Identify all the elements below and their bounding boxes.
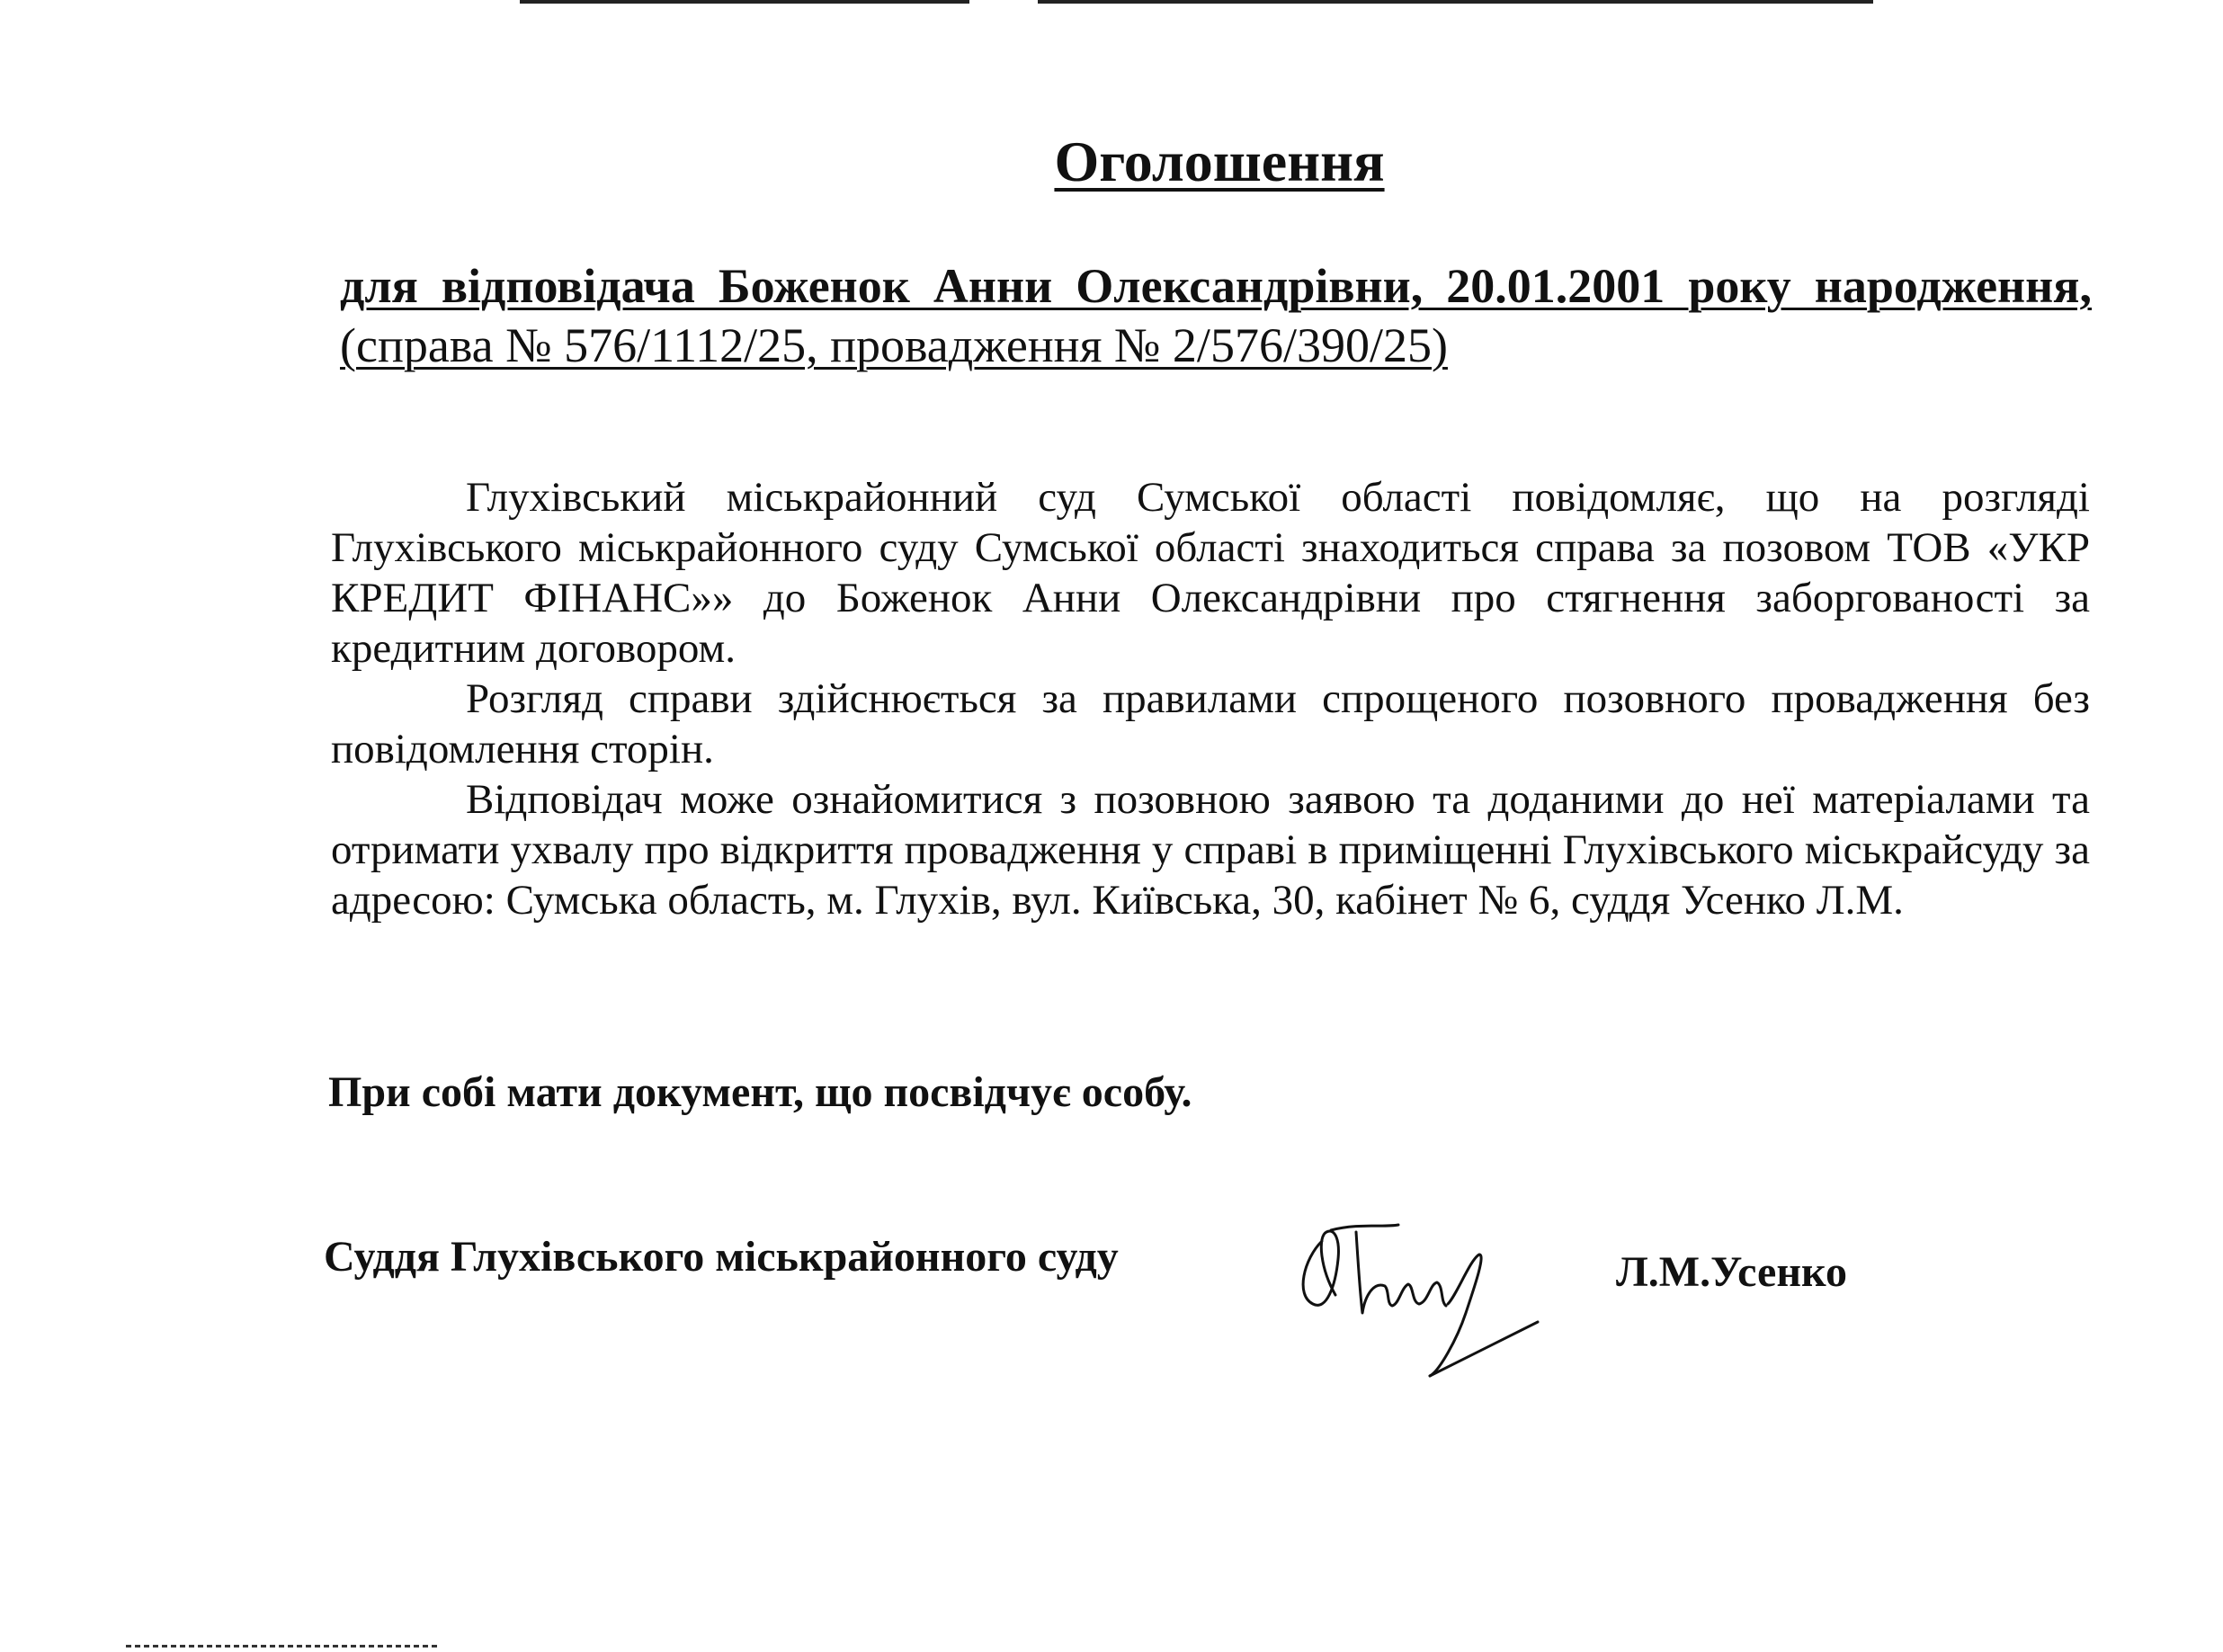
subtitle-case-number: (справа № 576/1112/25, провадження № 2/576/390/25): [340, 318, 1448, 372]
paragraph-case-info: Глухівський міськрайонний суд Сумської області повідомляє, що на розгляді Глухівського міськрайонного суду Сумської області знаходиться справа за позовом ТОВ «УКР КРЕДИТ ФІНАНС»» до Боженок Анни Олександрівни про стягнення заборгованості за кредитним договором.: [331, 474, 2090, 672]
paragraph-address: Відповідач може ознайомитися з позовною заявою та доданими до неї матеріалами та отримати ухвалу про відкриття провадження у справі в приміщенні Глухівського міськрайсуду за адресою: Сумська область, м. Глухів, вул. Київська, 30, кабінет № 6, суддя Усенко Л.М.: [331, 776, 2090, 924]
subtitle-bold: для відповідача Боженок Анни Олександрівни, 20.01.2001 року народження,: [340, 259, 2092, 313]
scan-edge-line: [520, 0, 1873, 4]
scan-edge-dots: [126, 1645, 441, 1648]
paragraph-procedure: Розгляд справи здійснюється за правилами спрощеного позовного провадження без повідомлення сторін.: [331, 675, 2090, 772]
handwritten-signature: [1286, 1205, 1628, 1412]
document-subtitle: [340, 256, 2092, 375]
signature-position: Суддя Глухівського міськрайонного суду: [324, 1233, 1119, 1281]
notice-id-document: При собі мати документ, що посвідчує особу.: [328, 1068, 1192, 1116]
signature-name: Л.М.Усенко: [1616, 1248, 1847, 1296]
document-title: Оголошення: [1054, 129, 1385, 193]
document-body: [331, 472, 2090, 925]
